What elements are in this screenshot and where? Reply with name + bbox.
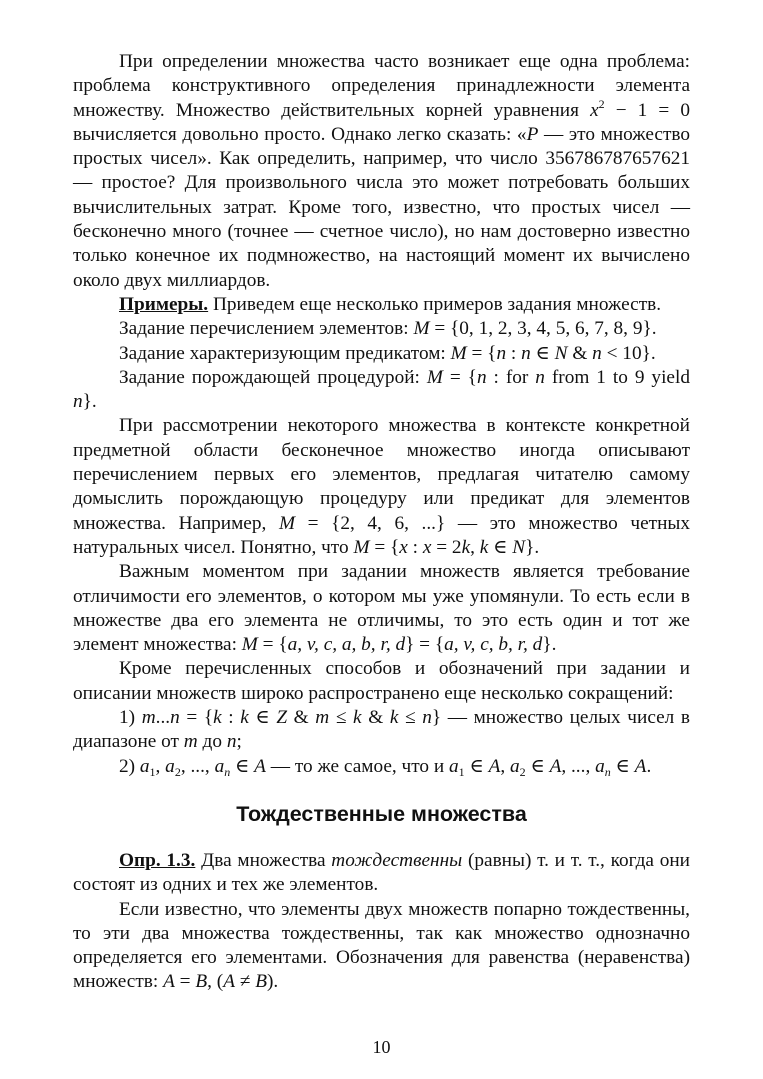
- text: &: [287, 707, 316, 729]
- text: При определении множества часто возникает еще одна проблема: проблема конструктивного определения принадлежности элемента множеству. Множество действительных корней уравнения: [73, 51, 690, 121]
- text: ∈: [530, 342, 555, 364]
- text: (равны) т. и т. т., когда они состоят из одних и тех же элементов.: [73, 849, 690, 896]
- math-var: n: [535, 366, 545, 388]
- text: ∈: [464, 755, 489, 777]
- text: — это множество простых чисел». Как определить, например, что число 356786787657621 — простое? Для произвольного числа это может потребовать больших вычислительных затрат. Кроме того, известно, что простых чисел — бесконечно много (точнее — счетное число), но нам достоверно известно только конечное их подмножество, на настоящий момент их вычислено около двух миллиардов.: [73, 123, 690, 291]
- text: = {: [369, 536, 400, 558]
- math-var: a: [510, 755, 520, 777]
- text: ∈: [610, 755, 635, 777]
- text: , ...,: [561, 755, 596, 777]
- text: , (: [207, 971, 224, 993]
- math-var: k: [389, 707, 399, 729]
- page-number: 10: [372, 1037, 391, 1057]
- text: from 1 to 9 yield: [544, 366, 690, 388]
- text: ,: [500, 755, 510, 777]
- math-var: k: [479, 536, 489, 558]
- text: :: [407, 536, 423, 558]
- math-var: N: [554, 342, 568, 364]
- text: } = {: [405, 634, 445, 656]
- text: При рассмотрении некоторого множества в контексте конкретной предметной области бесконечное множество иногда описывают перечислением первых его элементов, предлагая читателю самому домыслить порождающую процедуру или предикат для элементов множества. Например,: [73, 415, 690, 534]
- text: ,: [470, 536, 480, 558]
- text: = 2: [431, 536, 462, 558]
- text: = {2, 4, 6, ...} — это множество четных натуральных чисел. Понятно, что: [73, 512, 690, 558]
- emphasis: тождественны: [331, 849, 463, 871]
- math-var: P: [526, 123, 539, 145]
- math-var: B: [255, 971, 267, 993]
- text: Задание порождающей процедурой:: [119, 366, 427, 388]
- text: Если известно, что элементы двух множеств попарно тождественны, то эти два множества тождественны, так как множество однозначно определяется его элементами. Обозначения для равенства (неравенства) множеств:: [73, 898, 690, 993]
- math-var: n: [422, 707, 432, 729]
- math-var: x: [590, 99, 599, 121]
- paragraph-membership-problem: [73, 50, 690, 293]
- list-item-2: [73, 755, 690, 779]
- example-procedure: [73, 366, 690, 415]
- text: }.: [542, 634, 557, 656]
- math-var: k: [461, 536, 471, 558]
- paragraph-examples: [73, 293, 690, 317]
- text: − 1 = 0: [604, 99, 690, 121]
- text: ;: [236, 731, 242, 753]
- math-var: n: [476, 366, 487, 388]
- text: ≤: [398, 707, 423, 729]
- text: = {0, 1, 2, 3, 4, 5, 6, 7, 8, 9}.: [429, 318, 657, 340]
- math-var: Z: [276, 707, 288, 729]
- math-var: N: [512, 536, 526, 558]
- text: = {: [466, 342, 497, 364]
- text: Важным моментом при задании множеств является требование отличимости его элементов, о котором мы уже упомянули. То есть если в множестве два его элемента не отличимы, то это есть один и тот же элемент множества:: [73, 561, 690, 656]
- math-var: n: [226, 731, 237, 753]
- text: вычисляется довольно просто. Однако легко сказать: «: [73, 123, 527, 145]
- math-var: n: [521, 342, 531, 364]
- math-var: A: [163, 971, 175, 993]
- paragraph-set-equality: [73, 898, 690, 995]
- paragraph-distinct-elements: [73, 560, 690, 657]
- math-var: n: [496, 342, 507, 364]
- subscript: 1: [149, 764, 156, 779]
- page-body: [73, 50, 690, 995]
- math-var: n: [224, 764, 231, 779]
- exponent: 2: [598, 96, 605, 111]
- math-var: a: [139, 755, 150, 777]
- text: ≤: [329, 707, 354, 729]
- math-var: A: [549, 755, 562, 777]
- math-var: A: [488, 755, 501, 777]
- text: .: [646, 755, 652, 777]
- math-var: k: [240, 707, 249, 729]
- text: ∈: [248, 707, 277, 729]
- text: &: [567, 342, 593, 364]
- math-var: M: [413, 318, 430, 340]
- section-heading: Тождественные множества: [236, 801, 527, 826]
- math-var: A: [634, 755, 647, 777]
- text: ).: [267, 971, 279, 993]
- text: = {: [257, 634, 288, 656]
- text: = {: [442, 366, 477, 388]
- text: }.: [82, 391, 97, 413]
- math-var: m: [315, 707, 330, 729]
- math-var: A: [254, 755, 266, 777]
- math-var: M: [353, 536, 370, 558]
- text: ≠: [234, 971, 256, 993]
- examples-label: Примеры.: [119, 293, 209, 315]
- text: 1): [119, 707, 142, 729]
- text: = {: [179, 707, 214, 729]
- text: < 10}.: [601, 342, 656, 364]
- text: Два множества: [195, 849, 332, 871]
- text: — то же самое, что и: [265, 755, 450, 777]
- math-var: k: [213, 707, 222, 729]
- text: , ...,: [180, 755, 215, 777]
- math-var: m: [141, 707, 156, 729]
- math-var: M: [450, 342, 467, 364]
- text: :: [221, 707, 241, 729]
- text: } — множество целых чисел в диапазоне от: [73, 707, 691, 753]
- text: Кроме перечисленных способов и обозначений при задании и описании множеств широко распространено еще несколько сокращений:: [73, 658, 690, 704]
- math-var: n: [170, 707, 180, 729]
- text: Приведем еще несколько примеров задания множеств.: [208, 293, 662, 315]
- math-var: a: [449, 755, 459, 777]
- text: }.: [525, 536, 540, 558]
- text: =: [174, 971, 196, 993]
- math-var: x: [399, 536, 408, 558]
- math-var: M: [241, 634, 258, 656]
- math-set: a, v, c, b, r, d: [444, 634, 543, 656]
- text: до: [197, 731, 227, 753]
- subscript: 1: [458, 764, 465, 779]
- text: :: [506, 342, 522, 364]
- definition-label: Опр. 1.3.: [119, 849, 196, 871]
- math-var: n: [604, 764, 611, 779]
- paragraph-infinite-sets: [73, 414, 690, 560]
- subscript: 2: [174, 764, 181, 779]
- text: Задание характеризующим предикатом:: [119, 342, 451, 364]
- math-var: a: [214, 755, 225, 777]
- math-var: a: [595, 755, 605, 777]
- math-var: k: [353, 707, 362, 729]
- text: ∈: [525, 755, 550, 777]
- text: 2): [119, 755, 140, 777]
- example-predicate: [73, 342, 690, 366]
- math-var: x: [422, 536, 432, 558]
- text: ∈: [230, 755, 255, 777]
- subscript: 2: [519, 764, 526, 779]
- math-var: a: [165, 755, 175, 777]
- math-var: n: [592, 342, 602, 364]
- text: &: [361, 707, 390, 729]
- text: : for: [486, 366, 536, 388]
- text: ∈: [488, 536, 513, 558]
- example-enumeration: [73, 317, 690, 341]
- math-var: M: [278, 512, 295, 534]
- math-var: m: [183, 731, 198, 753]
- paragraph-abbreviations: [73, 657, 690, 706]
- math-set: a, v, c, a, b, r, d: [287, 634, 406, 656]
- text: ...: [155, 707, 171, 729]
- math-var: B: [195, 971, 208, 993]
- math-var: M: [426, 366, 443, 388]
- text: Задание перечислением элементов:: [119, 318, 414, 340]
- list-item-1: [73, 706, 690, 755]
- math-var: A: [223, 971, 235, 993]
- definition-1-3: [73, 849, 690, 898]
- math-var: n: [73, 391, 83, 413]
- text: ,: [155, 755, 166, 777]
